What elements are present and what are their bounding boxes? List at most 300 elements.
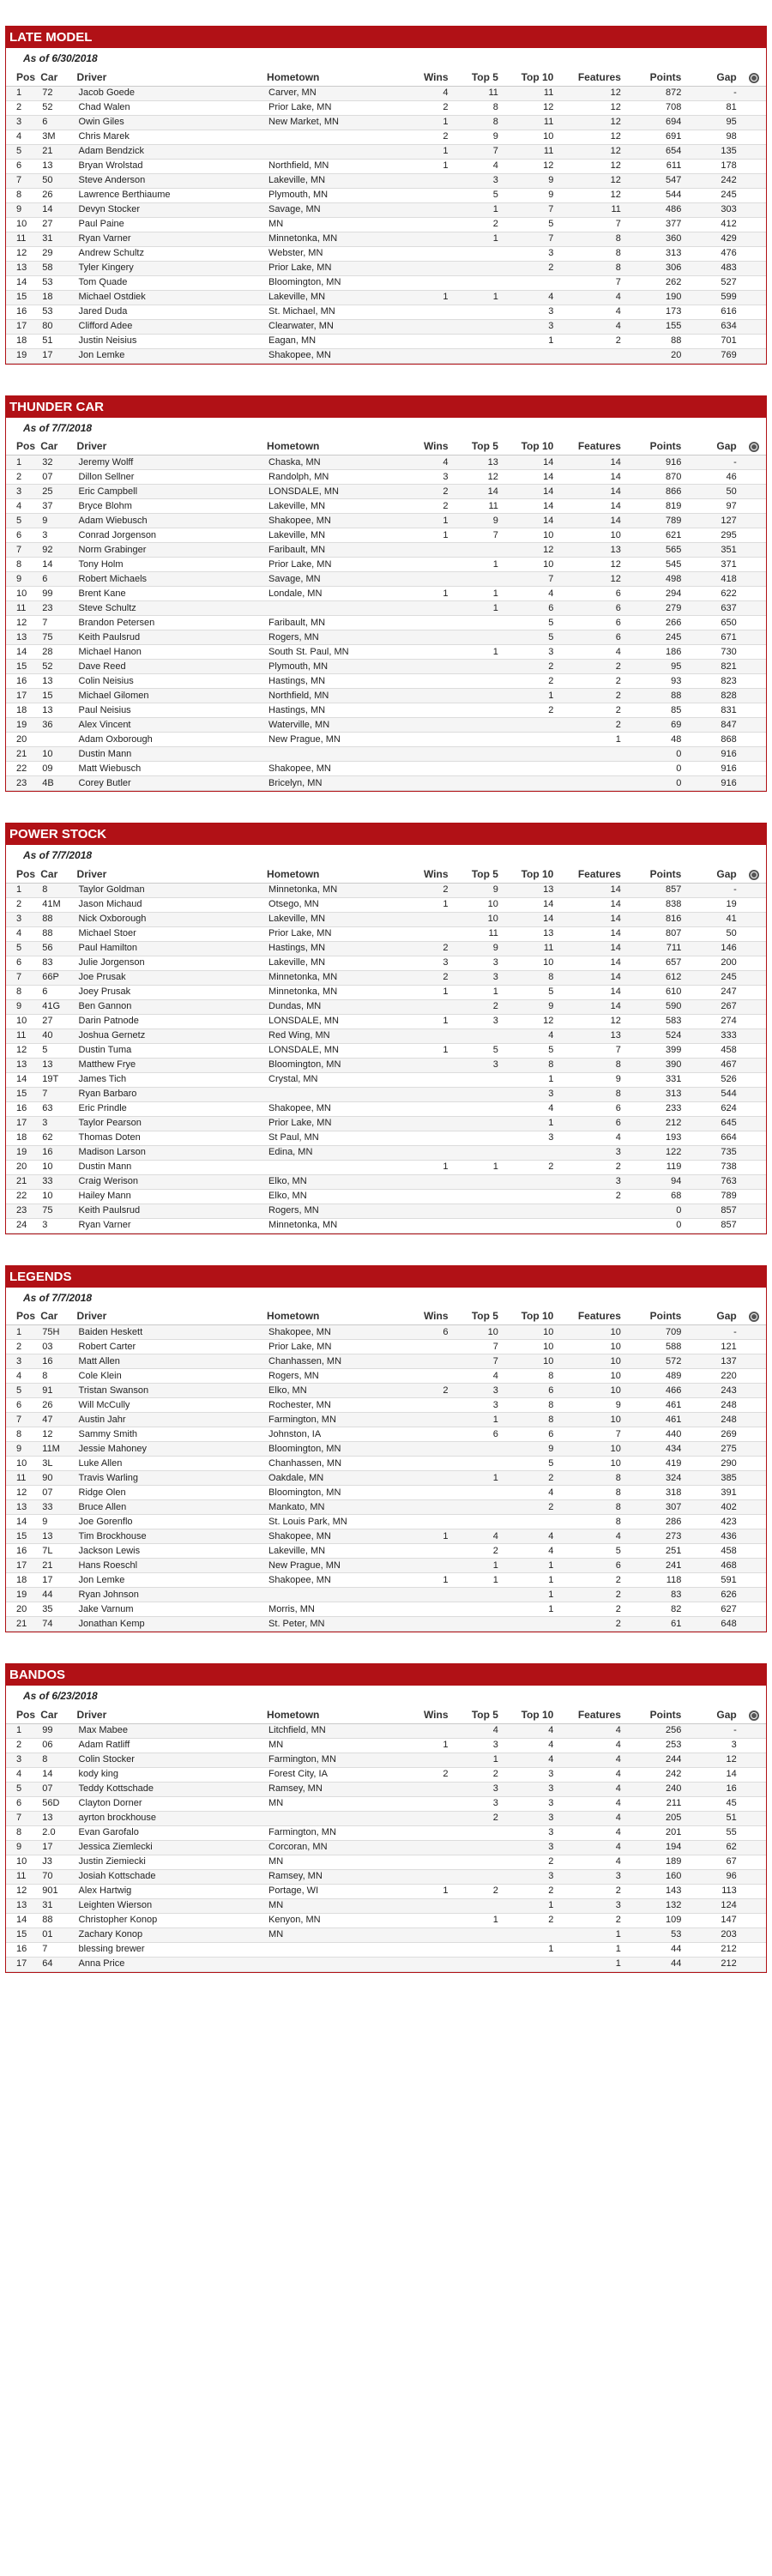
column-header-top10[interactable]: Top 10 (505, 1308, 560, 1325)
cell-spacer (742, 1384, 766, 1398)
column-header-hometown[interactable]: Hometown (267, 1706, 413, 1723)
cell-pos: 20 (6, 1602, 40, 1617)
cell-driver: Dustin Mann (77, 747, 268, 762)
cell-features: 4 (560, 1738, 630, 1753)
table-row (6, 115, 766, 130)
cell-driver: Tom Quade (77, 275, 268, 290)
cell-top5 (454, 1457, 505, 1471)
cell-driver: Thomas Doten (77, 1131, 268, 1145)
cell-points: 160 (630, 1869, 690, 1884)
column-header-top5[interactable]: Top 5 (454, 866, 505, 883)
cell-gap: 671 (690, 630, 741, 645)
cell-top5: 4 (454, 159, 505, 173)
cell-spacer (742, 601, 766, 616)
cell-points: 866 (630, 485, 690, 499)
cell-points: 88 (630, 334, 690, 348)
table-row (6, 1354, 766, 1369)
cell-features: 1 (560, 1957, 630, 1971)
cell-features: 4 (560, 645, 630, 660)
cell-features: 2 (560, 1573, 630, 1588)
cell-wins (413, 1796, 453, 1811)
column-header-gap[interactable]: Gap (690, 1706, 741, 1723)
table-row (6, 1413, 766, 1427)
cell-features: 12 (560, 558, 630, 572)
column-header-points[interactable]: Points (630, 69, 690, 86)
cell-features: 8 (560, 1471, 630, 1486)
column-header-pos[interactable]: Pos (6, 69, 40, 86)
cell-wins (413, 1413, 453, 1427)
cell-wins (413, 747, 453, 762)
table-row (6, 630, 766, 645)
cell-top5: 11 (454, 499, 505, 514)
cell-wins (413, 1840, 453, 1855)
column-header-gap[interactable]: Gap (690, 1308, 741, 1325)
cell-top5: 11 (454, 86, 505, 100)
cell-driver: Alex Hartwig (77, 1884, 268, 1898)
table-row (6, 587, 766, 601)
cell-car: 27 (40, 1014, 76, 1029)
cell-spacer (742, 159, 766, 173)
cell-features: 8 (560, 1058, 630, 1072)
table-row (6, 1398, 766, 1413)
cell-wins: 1 (413, 159, 453, 173)
table-row (6, 1723, 766, 1738)
cell-top10: 12 (505, 159, 560, 173)
cell-gap: 483 (690, 261, 741, 275)
cell-top10: 14 (505, 499, 560, 514)
cell-driver: Joe Prusak (77, 970, 268, 985)
column-header-icon[interactable] (742, 866, 766, 883)
cell-wins (413, 1602, 453, 1617)
cell-top5 (454, 1189, 505, 1204)
cell-driver: Dave Reed (77, 660, 268, 674)
column-header-top10[interactable]: Top 10 (505, 438, 560, 455)
column-header-pos[interactable]: Pos (6, 866, 40, 883)
column-header-driver[interactable]: Driver (77, 438, 268, 455)
table-row (6, 290, 766, 305)
cell-points: 565 (630, 543, 690, 558)
cell-pos: 11 (6, 1869, 40, 1884)
cell-wins (413, 1957, 453, 1971)
cell-features: 14 (560, 499, 630, 514)
cell-car: 33 (40, 1174, 76, 1189)
cell-spacer (742, 1189, 766, 1204)
cell-pos: 13 (6, 630, 40, 645)
cell-car: 25 (40, 485, 76, 499)
table-header-row (6, 866, 766, 883)
column-header-points[interactable]: Points (630, 1706, 690, 1723)
cell-car: 10 (40, 747, 76, 762)
cell-gap: 127 (690, 514, 741, 528)
cell-car: 7L (40, 1544, 76, 1559)
cell-spacer (742, 897, 766, 912)
table-row (6, 246, 766, 261)
cell-driver: Keith Paulsrud (77, 630, 268, 645)
column-header-wins[interactable]: Wins (413, 69, 453, 86)
cell-gap: 269 (690, 1427, 741, 1442)
table-row (6, 733, 766, 747)
column-header-icon[interactable] (742, 1308, 766, 1325)
cell-driver: Ryan Varner (77, 1218, 268, 1233)
cell-pos: 18 (6, 703, 40, 718)
cell-top5 (454, 1486, 505, 1500)
column-header-points[interactable]: Points (630, 866, 690, 883)
cell-car: 47 (40, 1413, 76, 1427)
cell-gap: 147 (690, 1913, 741, 1927)
cell-car: 83 (40, 956, 76, 970)
cell-spacer (742, 202, 766, 217)
cell-driver: Keith Paulsrud (77, 1204, 268, 1218)
cell-top5: 1 (454, 587, 505, 601)
cell-wins (413, 1855, 453, 1869)
column-header-features[interactable]: Features (560, 438, 630, 455)
cell-wins (413, 334, 453, 348)
cell-top5: 1 (454, 1913, 505, 1927)
cell-hometown: Ramsey, MN (267, 1782, 413, 1796)
globe-icon[interactable] (749, 73, 759, 83)
cell-points: 20 (630, 348, 690, 363)
column-header-features[interactable]: Features (560, 69, 630, 86)
column-header-wins[interactable]: Wins (413, 866, 453, 883)
cell-driver: Jessie Mahoney (77, 1442, 268, 1457)
cell-car: 7 (40, 1942, 76, 1957)
cell-top10: 3 (505, 305, 560, 319)
cell-spacer (742, 970, 766, 985)
column-header-points[interactable]: Points (630, 1308, 690, 1325)
cell-pos: 11 (6, 601, 40, 616)
cell-spacer (742, 1369, 766, 1384)
cell-features: 4 (560, 1825, 630, 1840)
cell-gap: 789 (690, 1189, 741, 1204)
cell-points: 244 (630, 1753, 690, 1767)
cell-features: 4 (560, 1855, 630, 1869)
cell-features: 4 (560, 1796, 630, 1811)
cell-car: 10 (40, 1189, 76, 1204)
globe-icon[interactable] (749, 1710, 759, 1721)
cell-hometown: Rochester, MN (267, 1398, 413, 1413)
cell-wins (413, 1174, 453, 1189)
cell-wins (413, 572, 453, 587)
cell-hometown: Northfield, MN (267, 159, 413, 173)
column-header-pos[interactable]: Pos (6, 1706, 40, 1723)
cell-top5: 7 (454, 528, 505, 543)
cell-pos: 10 (6, 217, 40, 232)
cell-top10: 2 (505, 703, 560, 718)
cell-car: 75 (40, 630, 76, 645)
cell-spacer (742, 1957, 766, 1971)
cell-pos: 15 (6, 1529, 40, 1544)
cell-top5: 6 (454, 1427, 505, 1442)
cell-car: 11M (40, 1442, 76, 1457)
cell-top10: 8 (505, 1413, 560, 1427)
cell-wins: 6 (413, 1325, 453, 1340)
column-header-car[interactable]: Car (40, 866, 76, 883)
cell-pos: 16 (6, 1101, 40, 1116)
column-header-features[interactable]: Features (560, 1308, 630, 1325)
cell-top10: 14 (505, 485, 560, 499)
cell-driver: Justin Ziemiecki (77, 1855, 268, 1869)
cell-points: 857 (630, 883, 690, 897)
column-header-hometown[interactable]: Hometown (267, 69, 413, 86)
column-header-hometown[interactable]: Hometown (267, 438, 413, 455)
cell-driver: Tony Holm (77, 558, 268, 572)
cell-spacer (742, 1014, 766, 1029)
cell-top10: 9 (505, 173, 560, 188)
column-header-icon[interactable] (742, 69, 766, 86)
cell-points: 240 (630, 1782, 690, 1796)
cell-top10: 14 (505, 455, 560, 470)
cell-points: 461 (630, 1398, 690, 1413)
cell-gap: 591 (690, 1573, 741, 1588)
cell-features: 8 (560, 1515, 630, 1529)
globe-icon[interactable] (749, 870, 759, 880)
cell-pos: 5 (6, 1384, 40, 1398)
cell-pos: 6 (6, 1398, 40, 1413)
cell-features: 4 (560, 1811, 630, 1825)
cell-top10: 3 (505, 1825, 560, 1840)
column-header-wins[interactable]: Wins (413, 1706, 453, 1723)
cell-car: 62 (40, 1131, 76, 1145)
cell-gap: 212 (690, 1957, 741, 1971)
cell-top10 (505, 1204, 560, 1218)
standings-table (6, 1308, 766, 1632)
cell-driver: blessing brewer (77, 1942, 268, 1957)
cell-points: 440 (630, 1427, 690, 1442)
cell-gap: 616 (690, 305, 741, 319)
cell-car: 88 (40, 912, 76, 926)
cell-spacer (742, 1427, 766, 1442)
cell-top10 (505, 1515, 560, 1529)
cell-features: 14 (560, 926, 630, 941)
cell-hometown: Shakopee, MN (267, 514, 413, 528)
cell-top5: 1 (454, 645, 505, 660)
cell-features: 13 (560, 543, 630, 558)
table-row (6, 1160, 766, 1174)
cell-points: 544 (630, 188, 690, 202)
cell-points: 360 (630, 232, 690, 246)
cell-features: 6 (560, 630, 630, 645)
cell-hometown: Minnetonka, MN (267, 883, 413, 897)
cell-features: 3 (560, 1145, 630, 1160)
cell-top5: 7 (454, 1354, 505, 1369)
cell-driver: Baiden Heskett (77, 1325, 268, 1340)
cell-features: 14 (560, 514, 630, 528)
as-of-date: As of 7/7/2018 (23, 849, 93, 861)
cell-hometown: Savage, MN (267, 202, 413, 217)
cell-points: 69 (630, 718, 690, 733)
column-header-hometown[interactable]: Hometown (267, 1308, 413, 1325)
cell-hometown (267, 130, 413, 144)
cell-gap: 916 (690, 776, 741, 791)
cell-wins (413, 616, 453, 630)
table-row (6, 1529, 766, 1544)
column-header-icon[interactable] (742, 438, 766, 455)
cell-points: 61 (630, 1617, 690, 1632)
cell-car: 31 (40, 232, 76, 246)
column-header-top5[interactable]: Top 5 (454, 438, 505, 455)
cell-driver: Brandon Petersen (77, 616, 268, 630)
cell-car: 50 (40, 173, 76, 188)
cell-driver: Norm Grabinger (77, 543, 268, 558)
cell-driver: Colin Neisius (77, 674, 268, 689)
cell-points: 819 (630, 499, 690, 514)
cell-hometown: St. Louis Park, MN (267, 1515, 413, 1529)
cell-wins (413, 1189, 453, 1204)
cell-spacer (742, 630, 766, 645)
cell-spacer (742, 1145, 766, 1160)
cell-pos: 16 (6, 674, 40, 689)
column-header-gap[interactable]: Gap (690, 438, 741, 455)
cell-top5: 9 (454, 514, 505, 528)
cell-top10 (505, 1174, 560, 1189)
globe-icon[interactable] (749, 442, 759, 452)
cell-gap: 476 (690, 246, 741, 261)
column-header-points[interactable]: Points (630, 438, 690, 455)
cell-gap: - (690, 1723, 741, 1738)
cell-hometown: Prior Lake, MN (267, 100, 413, 115)
cell-features: 10 (560, 1442, 630, 1457)
column-header-wins[interactable]: Wins (413, 1308, 453, 1325)
cell-spacer (742, 1500, 766, 1515)
cell-points: 95 (630, 660, 690, 674)
cell-driver: Austin Jahr (77, 1413, 268, 1427)
cell-top5 (454, 616, 505, 630)
cell-top5: 8 (454, 100, 505, 115)
cell-driver: Michael Hanon (77, 645, 268, 660)
column-header-driver[interactable]: Driver (77, 69, 268, 86)
cell-pos: 1 (6, 86, 40, 100)
cell-features: 10 (560, 1354, 630, 1369)
cell-spacer (742, 912, 766, 926)
cell-pos: 5 (6, 941, 40, 956)
cell-top10: 1 (505, 1898, 560, 1913)
cell-driver: Tim Brockhouse (77, 1529, 268, 1544)
column-header-gap[interactable]: Gap (690, 69, 741, 86)
column-header-driver[interactable]: Driver (77, 1706, 268, 1723)
cell-features: 12 (560, 173, 630, 188)
cell-top10: 3 (505, 1767, 560, 1782)
cell-car: 06 (40, 1738, 76, 1753)
cell-wins (413, 173, 453, 188)
cell-gap: 267 (690, 999, 741, 1014)
column-header-features[interactable]: Features (560, 1706, 630, 1723)
cell-pos: 13 (6, 1058, 40, 1072)
column-header-top10[interactable]: Top 10 (505, 1706, 560, 1723)
column-header-icon[interactable] (742, 1706, 766, 1723)
cell-features: 2 (560, 1884, 630, 1898)
table-row (6, 689, 766, 703)
table-row (6, 470, 766, 485)
cell-gap: 242 (690, 173, 741, 188)
column-header-top5[interactable]: Top 5 (454, 69, 505, 86)
cell-points: 434 (630, 1442, 690, 1457)
column-header-driver[interactable]: Driver (77, 1308, 268, 1325)
cell-features: 2 (560, 1602, 630, 1617)
cell-features: 2 (560, 660, 630, 674)
cell-top10: 5 (505, 1457, 560, 1471)
cell-gap: 121 (690, 1340, 741, 1354)
cell-hometown: Minnetonka, MN (267, 985, 413, 999)
cell-wins (413, 1515, 453, 1529)
column-header-car[interactable]: Car (40, 1308, 76, 1325)
cell-gap: 763 (690, 1174, 741, 1189)
cell-driver: Tyler Kingery (77, 261, 268, 275)
cell-car: 40 (40, 1029, 76, 1043)
column-header-driver[interactable]: Driver (77, 866, 268, 883)
cell-top5 (454, 718, 505, 733)
cell-driver: Nick Oxborough (77, 912, 268, 926)
table-row (6, 718, 766, 733)
cell-features: 10 (560, 1369, 630, 1384)
cell-driver: Paul Paine (77, 217, 268, 232)
column-header-pos[interactable]: Pos (6, 1308, 40, 1325)
column-header-gap[interactable]: Gap (690, 866, 741, 883)
column-header-features[interactable]: Features (560, 866, 630, 883)
cell-driver: Adam Bendzick (77, 144, 268, 159)
cell-wins (413, 1927, 453, 1942)
cell-points: 307 (630, 1500, 690, 1515)
column-header-hometown[interactable]: Hometown (267, 866, 413, 883)
cell-wins (413, 1457, 453, 1471)
standings-table (6, 438, 766, 792)
cell-hometown: Litchfield, MN (267, 1723, 413, 1738)
cell-hometown: Portage, WI (267, 1884, 413, 1898)
cell-car: 01 (40, 1927, 76, 1942)
cell-hometown: Northfield, MN (267, 689, 413, 703)
table-header-row (6, 69, 766, 86)
cell-spacer (742, 232, 766, 246)
cell-hometown: Webster, MN (267, 246, 413, 261)
cell-wins (413, 630, 453, 645)
cell-car: 41M (40, 897, 76, 912)
cell-features: 8 (560, 261, 630, 275)
column-header-car[interactable]: Car (40, 1706, 76, 1723)
cell-hometown: Johnston, IA (267, 1427, 413, 1442)
cell-driver: Jon Lemke (77, 348, 268, 363)
column-header-top10[interactable]: Top 10 (505, 866, 560, 883)
column-header-top5[interactable]: Top 5 (454, 1706, 505, 1723)
cell-hometown: Clearwater, MN (267, 319, 413, 334)
cell-gap: 50 (690, 926, 741, 941)
cell-top5 (454, 319, 505, 334)
cell-gap: 81 (690, 100, 741, 115)
column-header-wins[interactable]: Wins (413, 438, 453, 455)
table-row (6, 485, 766, 499)
cell-gap: 701 (690, 334, 741, 348)
cell-driver: Justin Neisius (77, 334, 268, 348)
cell-features: 12 (560, 115, 630, 130)
cell-spacer (742, 1855, 766, 1869)
cell-features: 4 (560, 1723, 630, 1738)
cell-hometown: Morris, MN (267, 1602, 413, 1617)
table-row (6, 305, 766, 319)
column-header-pos[interactable]: Pos (6, 438, 40, 455)
column-header-car[interactable]: Car (40, 438, 76, 455)
cell-top5: 9 (454, 130, 505, 144)
cell-driver: Sammy Smith (77, 1427, 268, 1442)
cell-gap: 247 (690, 985, 741, 999)
cell-gap: 385 (690, 1471, 741, 1486)
cell-hometown: LONSDALE, MN (267, 1043, 413, 1058)
cell-pos: 5 (6, 514, 40, 528)
column-header-top5[interactable]: Top 5 (454, 1308, 505, 1325)
column-header-top10[interactable]: Top 10 (505, 69, 560, 86)
globe-icon[interactable] (749, 1312, 759, 1322)
cell-points: 331 (630, 1072, 690, 1087)
table-row (6, 1218, 766, 1233)
column-header-car[interactable]: Car (40, 69, 76, 86)
cell-spacer (742, 674, 766, 689)
